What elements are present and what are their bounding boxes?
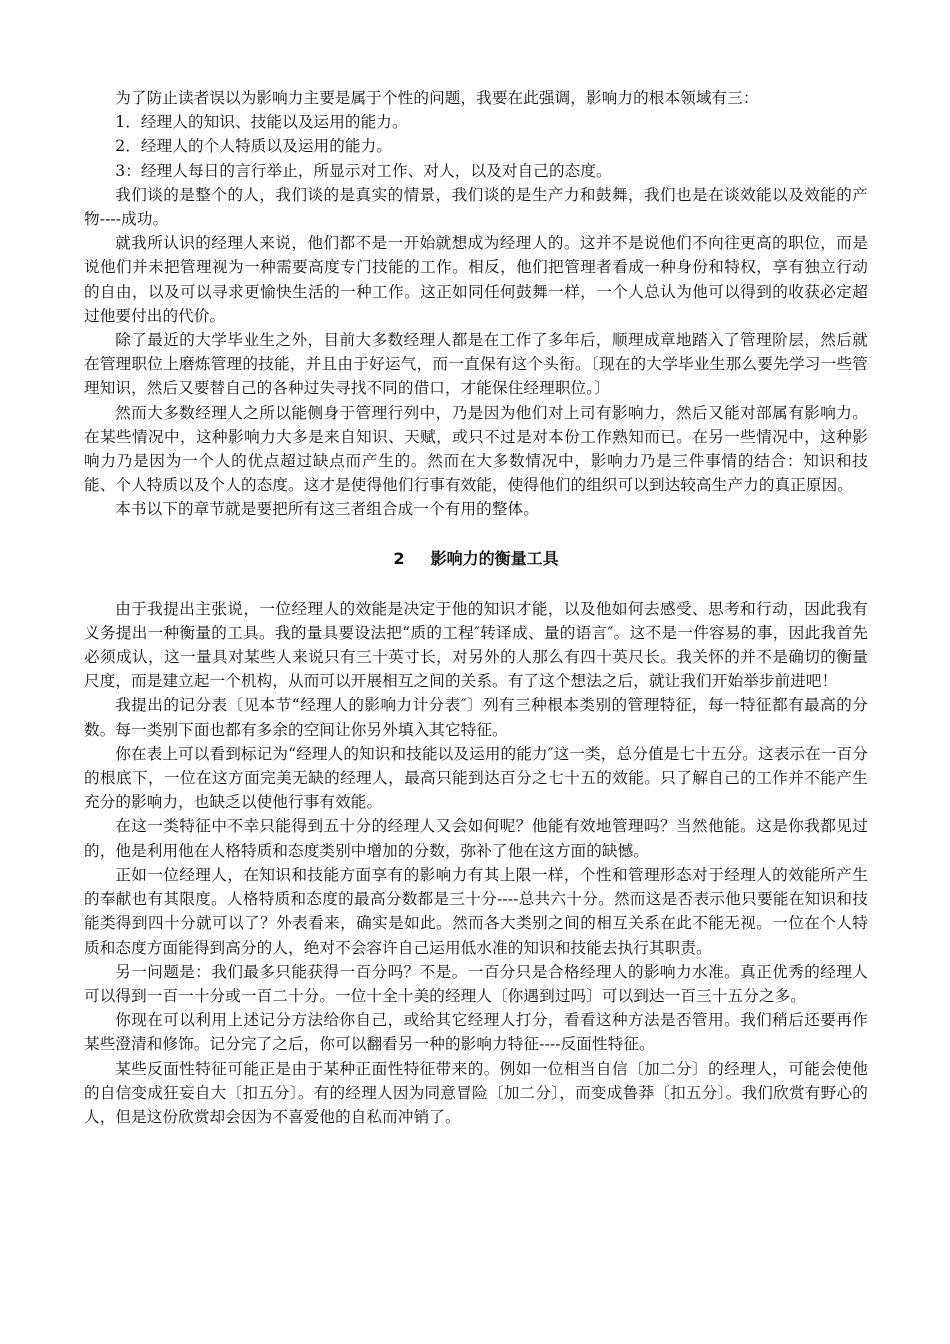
- paragraph: 然而大多数经理人之所以能侧身于管理行列中，乃是因为他们对上司有影响力，然后又能对部属有影响力。在某些情况中，这种影响力大多是来自知识、天赋，或只不过是对本份工作熟知而已。在另一些情况中，这种影响力乃是因为一个人的优点超过缺点而产生的。然而在大多数情况中，影响力乃是三件事情的结合：知识和技能、个人特质以及个人的态度。这才是使得他们行事有效能，使得他们的组织可以到达较高生产力的真正原因。: [84, 403, 868, 495]
- intro-paragraph: 为了防止读者误以为影响力主要是属于个性的问题，我要在此强调，影响力的根本领域有三：: [115, 89, 759, 107]
- paragraph: 由于我提出主张说，一位经理人的效能是决定于他的知识才能，以及他如何去感受、思考和行动，因此我有义务提出一种衡量的工具。我的量具要设法把“质的工程″转译成、量的语言″。这不是一件容易的事，因此我首先必须成认，这一量具对某些人来说只有三十英寸长，对另外的人那么有四十英尺长。我关怀的并不是确切的衡量尺度，而是建立起一个机构，从而可以开展相互之间的关系。有了这个想法之后，就让我们开始举步前进吧！: [84, 599, 868, 691]
- paragraph: 我们谈的是整个的人，我们谈的是真实的情景，我们谈的是生产力和鼓舞，我们也是在谈效能以及效能的产物----成功。: [84, 185, 868, 229]
- list-item-3: 3：经理人每日的言行举止，所显示对工作、对人，以及对自己的态度。: [115, 161, 612, 180]
- list-item-1: 1．经理人的知识、技能以及运用的能力。: [115, 113, 408, 132]
- paragraph: 某些反面性特征可能正是由于某种正面性特征带来的。例如一位相当自信〔加二分〕的经理人，可能会使他的自信变成狂妄自大〔扣五分〕。有的经理人因为同意冒险〔加二分〕，而变成鲁莽〔扣五分〕。我们欣赏有野心的人，但是这份欣赏却会因为不喜爱他的自私而冲销了。: [84, 1059, 868, 1126]
- section-2: [84, 597, 868, 1129]
- section-title: 影响力的衡量工具: [430, 548, 559, 568]
- section-1: [84, 86, 868, 522]
- paragraph: 就我所认识的经理人来说，他们都不是一开始就想成为经理人的。这并不是说他们不向往更高的职位，而是说他们并未把管理视为一种需要高度专门技能的工作。相反，他们把管理者看成一种身份和特权，享有独立行动的自由，以及可以寻求更愉快生活的一种工作。这正如同任何鼓舞一样，一个人总认为他可以得到的收获必定超过他要付出的代价。: [84, 234, 868, 325]
- section-heading: [84, 547, 868, 571]
- paragraph: 另一问题是：我们最多只能获得一百分吗？不是。一百分只是合格经理人的影响力水准。真正优秀的经理人可以得到一百一十分或一百二十分。一位十全十美的经理人〔你遇到过吗〕可以到达一百三十五分之多。: [84, 962, 868, 1005]
- list-item-2: 2．经理人的个人特质以及运用的能力。: [115, 137, 393, 156]
- paragraph: 在这一类特征中不幸只能得到五十分的经理人又会如何呢？他能有效地管理吗？当然他能。这是你我都见过的，他是利用他在人格特质和态度类别中增加的分数，弥补了他在这方面的缺憾。: [84, 817, 868, 860]
- paragraph: 除了最近的大学毕业生之外，目前大多数经理人都是在工作了多年后，顺理成章地踏入了管理阶层，然后就在管理职位上磨炼管理的技能，并且由于好运气，而一直保有这个头衔。〔现在的大学毕业生那么要先学习一些管理知识，然后又要替自己的各种过失寻找不同的借口，才能保住经理职位。〕: [84, 331, 868, 398]
- paragraph: 你现在可以利用上述记分方法给你自己，或给其它经理人打分，看看这种方法是否管用。我们稍后还要再作某些澄清和修饰。记分完了之后，你可以翻看另一种的影响力特征----反面性特征。: [84, 1011, 868, 1054]
- paragraph: 正如一位经理人，在知识和技能方面享有的影响力有其上限一样，个性和管理形态对于经理人的效能所产生的奉献也有其限度。人格特质和态度的最高分数都是三十分----总共六十分。然而这是否表示他只要能在知识和技能类得到四十分就可以了？外表看来，确实是如此。然而各大类别之间的相互关系在此不能无视。一位在个人特质和态度方面能得到高分的人，绝对不会容许自己运用低水准的知识和技能去执行其职责。: [84, 865, 868, 957]
- paragraph: 本书以下的章节就是要把所有这三者组合成一个有用的整体。: [115, 500, 539, 519]
- paragraph: 我提出的记分表〔见本节“经理人的影响力计分表″〕列有三种根本类别的管理特征，每一特征都有最高的分数。每一类别下面也都有多余的空间让你另外填入其它特征。: [84, 696, 868, 739]
- section-number: 2: [393, 548, 405, 568]
- document-page: [84, 86, 868, 1129]
- paragraph: 你在表上可以看到标记为“经理人的知识和技能以及运用的能力″这一类，总分值是七十五分。这表示在一百分的根底下，一位在这方面完美无缺的经理人，最高只能到达百分之七十五的效能。只了解自己的工作并不能产生充分的影响力，也缺乏以使他行事有效能。: [84, 744, 868, 812]
